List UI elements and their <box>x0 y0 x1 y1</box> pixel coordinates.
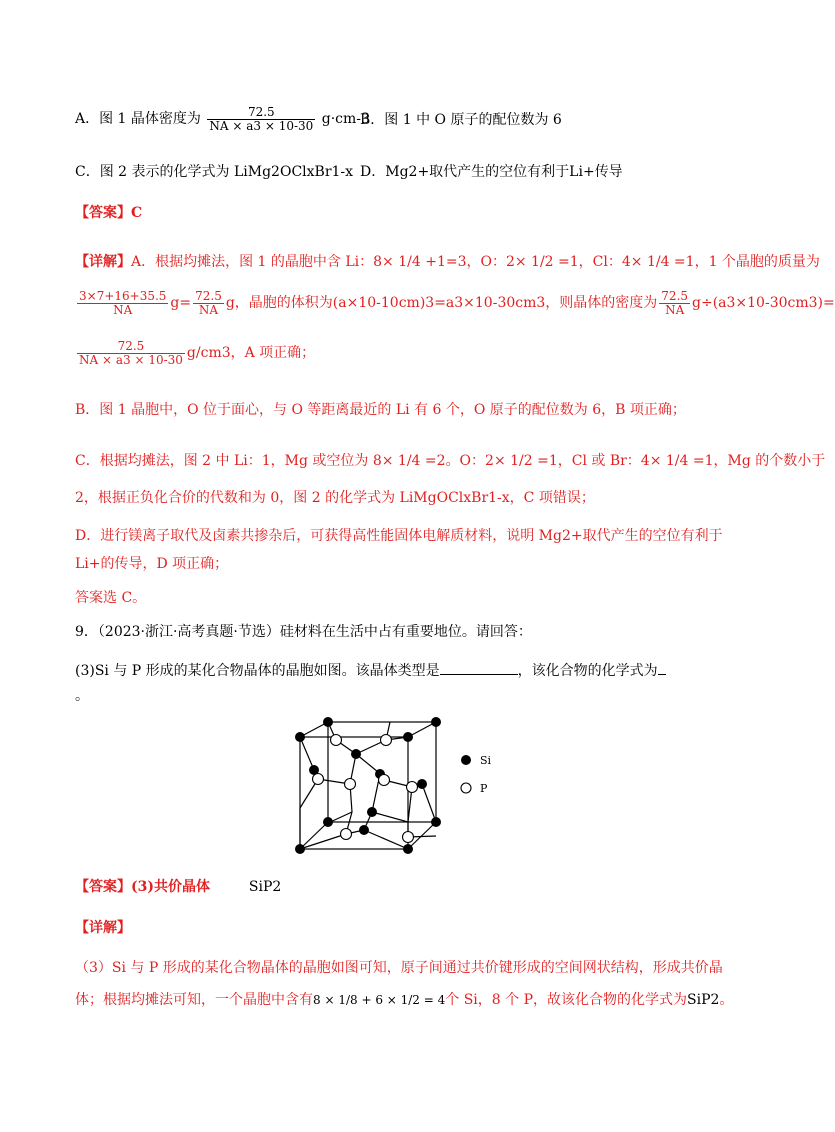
option-b: B．图 1 中 O 原子的配位数为 6 <box>360 112 562 128</box>
detail-1-conclusion: 答案选 C。 <box>75 590 147 606</box>
answer-blank-1[interactable] <box>440 660 518 675</box>
detail-2-line-1: （3）Si 与 P 形成的某化合物晶体的晶胞如图可知，原子间通过共价键形成的空间网状结构，形成共价晶 <box>75 960 723 976</box>
detail-2-line-2: 体；根据均摊法可知，一个晶胞中含有8 × 1/8 + 6 × 1/2 = 4个 Si，8 个 P，故该化合物的化学式为SiP2。 <box>75 992 734 1008</box>
detail-2-math: 8 × 1/8 + 6 × 1/2 = 4 <box>313 993 446 1007</box>
answer-2: 【答案】(3)共价晶体 SiP2 <box>75 879 282 895</box>
legend-si-marker <box>461 755 471 765</box>
option-a <box>75 106 370 132</box>
answer-2-formula: SiP2 <box>248 879 282 895</box>
detail-2-label: 【详解】 <box>75 920 131 936</box>
option-c: C．图 2 表示的化学式为 LiMg2OClxBr1-x <box>75 164 354 180</box>
option-c-formula: LiMg2OClxBr1-x <box>233 164 354 180</box>
legend-p-label: P <box>480 782 488 795</box>
detail-1-d2: Li+的传导，D 项正确； <box>75 556 229 572</box>
detail-1-d1: D．进行镁离子取代及卤素共掺杂后，可获得高性能固体电解质材料，说明 Mg2+取代产生的空位有利于 <box>75 528 723 544</box>
option-a-unit: g·cm-3 <box>321 111 370 128</box>
detail-1-c1: C．根据均摊法，图 2 中 Li：1，Mg 或空位为 8× 1/4 =2。O：2× 1/2 =1，Cl 或 Br：4× 1/4 =1，Mg 的个数小于 <box>75 453 826 469</box>
option-d: D．Mg2+取代产生的空位有利于Li+传导 <box>360 164 623 180</box>
detail-1-line-2: $\frac{3\times 7+16+35.5}{NA}$ g= $\frac{72.5}{NA}$ g，晶胞的体积为(a×10-10cm)3=a3×10-30cm3，则晶体的密度为 $\frac{72.5}{NA}$ g÷(a3×10-30cm3)= <box>79 289 835 317</box>
si-p-unit-cell-figure <box>290 712 570 862</box>
legend-si-label: Si <box>480 754 492 767</box>
legend-p-marker <box>461 783 471 793</box>
detail-1-b: B．图 1 晶胞中，O 位于面心，与 O 等距离最近的 Li 有 6 个，O 原子的配位数为 6，B 项正确； <box>75 402 686 418</box>
option-a-prefix: A．图 1 晶体密度为 <box>75 111 201 128</box>
density-fraction: $\frac{72.5}{NA \times a3 \times 10-30}$ <box>209 105 314 133</box>
answer-1: 【答案】C <box>75 205 143 221</box>
question-9-part-3: (3)Si 与 P 形成的某化合物晶体的晶胞如图。该晶体类型是 ，该化合物的化学式为 <box>75 660 666 681</box>
question-9-header: 9．（2023·浙江·高考真题·节选）硅材料在生活中占有重要地位。请回答： <box>75 624 532 640</box>
question-9-part-3-end: 。 <box>75 688 89 704</box>
detail-1-line-1: 【详解】A．根据均摊法，图 1 的晶胞中含 Li：8× 1/4 +1=3，O：2× 1/2 =1，Cl：4× 1/4 =1，1 个晶胞的质量为 <box>75 254 820 270</box>
detail-1-c2: 2，根据正负化合价的代数和为 0，图 2 的化学式为 LiMgOClxBr1-x，C 项错误； <box>75 490 595 506</box>
answer-blank-2[interactable] <box>658 660 666 675</box>
detail-1-line-3: $\frac{72.5}{NA \times a3 \times 10-30}$ g/cm3，A 项正确； <box>79 339 316 367</box>
